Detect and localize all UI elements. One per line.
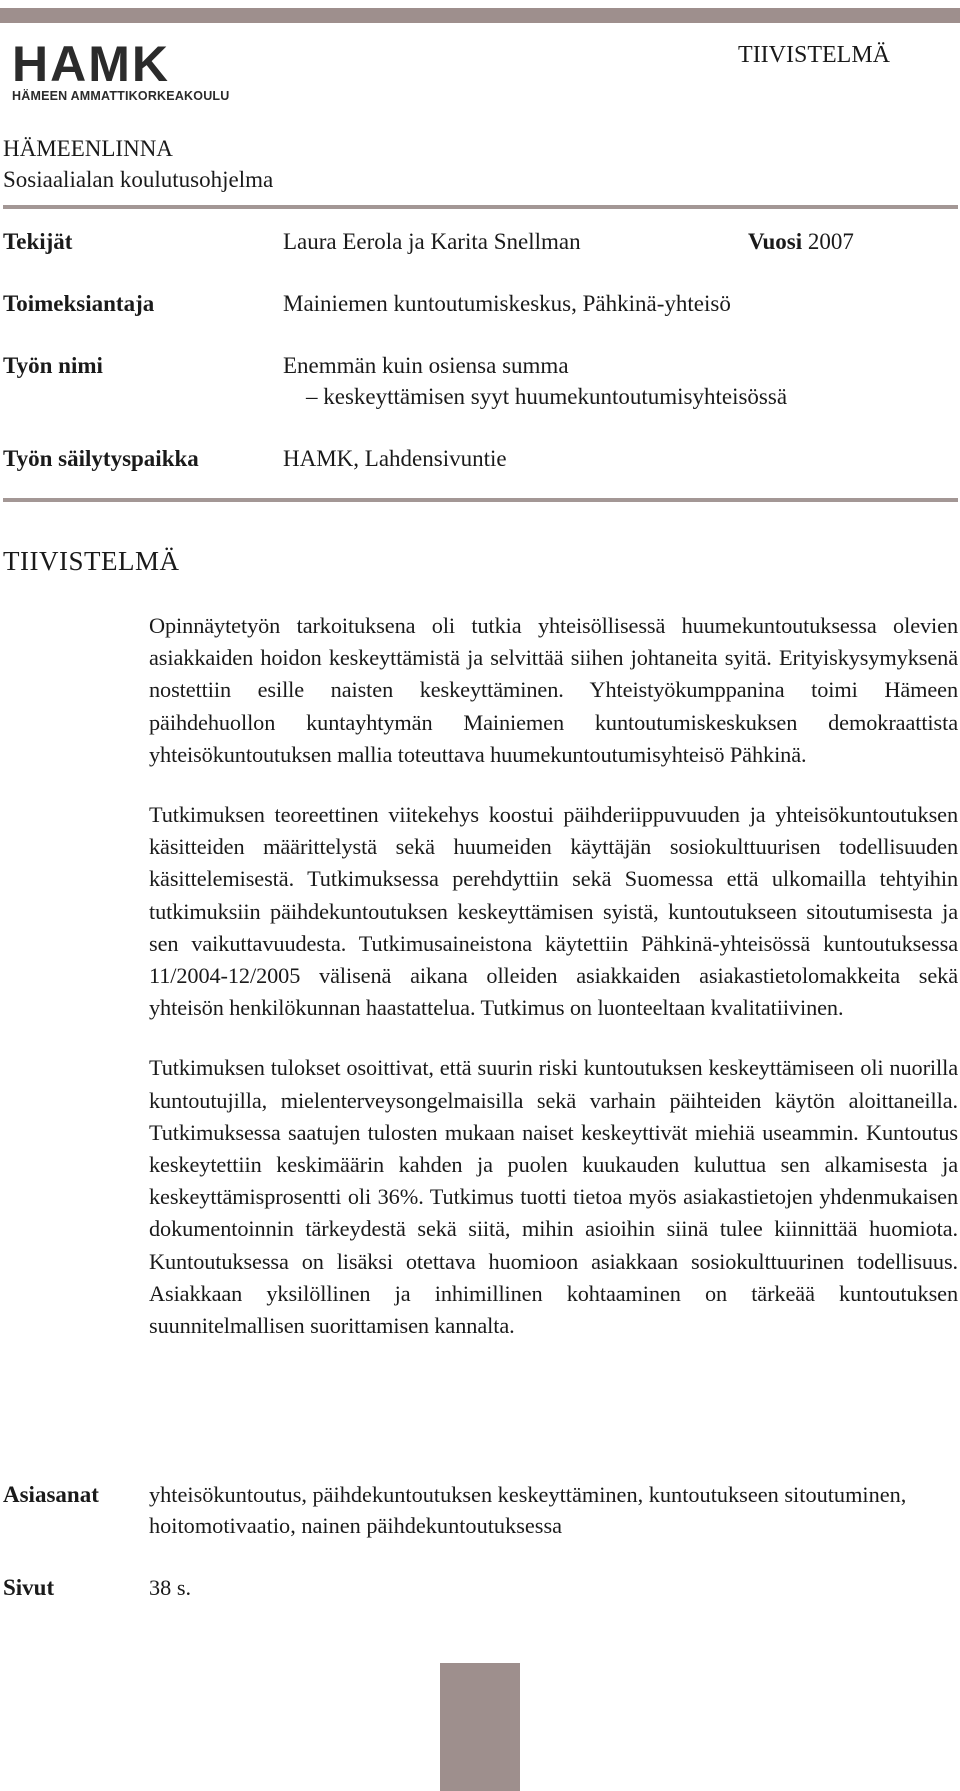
bottom-accent-block xyxy=(440,1663,520,1791)
commissioner-value: Mainiemen kuntoutumiskeskus, Pähkinä-yhteisö xyxy=(283,291,731,316)
abstract-paragraph: Opinnäytetyön tarkoituksena oli tutkia yhteisöllisessä huumekuntoutuksessa olevien asiakkaiden hoidon keskeyttämistä ja selvittää siihen johtaneita syitä. Erityiskysymyksenä nostettiin esille naisten keskeyttäminen. Yhteistyökumppanina toimi Hämeen päihdehuollon kuntayhtymän Mainiemen kuntoutumiskeskuksen demokraattista yhteisökuntoutuksen mallia toteuttava huumekuntoutumisyhteisö Pähkinä. xyxy=(149,613,958,767)
institution-block xyxy=(3,133,273,195)
work-title-label: Työn nimi xyxy=(3,353,103,378)
commissioner-label: Toimeksiantaja xyxy=(3,291,155,316)
year-field xyxy=(748,226,854,257)
abstract-paragraph: Tutkimuksen teoreettinen viitekehys koostui päihderiippuvuuden ja yhteisökuntoutuksen käsitteiden määrittelystä sekä huumeiden käyttäjän sosiokulttuurisen todellisuuden käsittelemisestä. Tutkimuksessa perehdyttiin sekä Suomessa että ulkomailla tehtyihin tutkimuksiin päihdekuntoutuksen keskeyttämisen syistä, kuntoutukseen sitoutumisesta ja sen vaikuttavuudesta. Tutkimusaineistona käytettiin Pähkinä-yhteisössä kuntoutuksessa 11/2004-12/2005 välisenä aikana olleiden asiakkaiden asiakastietolomakkeita sekä yhteisön henkilökunnan haastattelua. Tutkimus on luonteeltaan kvalitatiivinen. xyxy=(149,802,958,1021)
storage-label: Työn säilytyspaikka xyxy=(3,446,199,471)
pages-label: Sivut xyxy=(3,1575,55,1600)
document-type-label: TIIVISTELMÄ xyxy=(738,42,890,68)
pages-value: 38 s. xyxy=(149,1575,192,1600)
keywords-label: Asiasanat xyxy=(3,1482,99,1507)
abstract-body xyxy=(149,610,958,1370)
keywords-value: yhteisökuntoutus, päihdekuntoutuksen keskeyttäminen, kuntoutukseen sitoutuminen, hoitomotivaatio, nainen päihdekuntoutuksessa xyxy=(149,1482,907,1538)
work-title-line2: – keskeyttämisen syyt huumekuntoutumisyhteisössä xyxy=(306,384,788,409)
city-name: HÄMEENLINNA xyxy=(3,136,173,161)
abstract-paragraph: Tutkimuksen tulokset osoittivat, että suurin riski kuntoutuksen keskeyttämiseen oli nuorilla kuntoutujilla, mielenterveysongelmaisilla sekä varhain päihteiden käytön aloittaneilla. Tutkimuksessa saatujen tulosten mukaan naiset keskeyttivät miehiä useammin. Kuntoutus keskeytettiin keskimäärin kahden ja puolen kuukauden kuluttua sen alkamisesta ja keskeyttämisprosentti oli 36%. Tutkimus tuotti tietoa myös asiakastietojen yhdenmukaisen dokumentoinnin tärkeydestä sekä siitä, mihin asioihin siinä tulee kiinnittää huomiota. Kuntoutuksessa on lisäksi otettava huomioon asiakkaan sosiokulttuurinen todellisuus. Asiakkaan yksilöllinen ja inhimillinen kohtaaminen on tärkeää kuntoutuksen suunnitelmallisen suorittamisen kannalta. xyxy=(149,1055,958,1339)
authors-label: Tekijät xyxy=(3,229,73,254)
top-accent-bar xyxy=(0,8,960,23)
logo-subtitle: HÄMEEN AMMATTIKORKEAKOULU xyxy=(12,89,230,103)
top-divider xyxy=(3,205,958,209)
bottom-divider xyxy=(3,498,958,502)
year-label: Vuosi xyxy=(748,229,803,254)
year-value: 2007 xyxy=(807,229,854,254)
authors-value: Laura Eerola ja Karita Snellman xyxy=(283,229,581,254)
work-title-line1: Enemmän kuin osiensa summa xyxy=(283,353,569,378)
abstract-heading: TIIVISTELMÄ xyxy=(3,546,180,576)
logo-wordmark: HAMK xyxy=(12,36,170,92)
programme-name: Sosiaalialan koulutusohjelma xyxy=(3,167,274,192)
hamk-logo xyxy=(12,36,247,103)
storage-value: HAMK, Lahdensivuntie xyxy=(283,446,507,471)
